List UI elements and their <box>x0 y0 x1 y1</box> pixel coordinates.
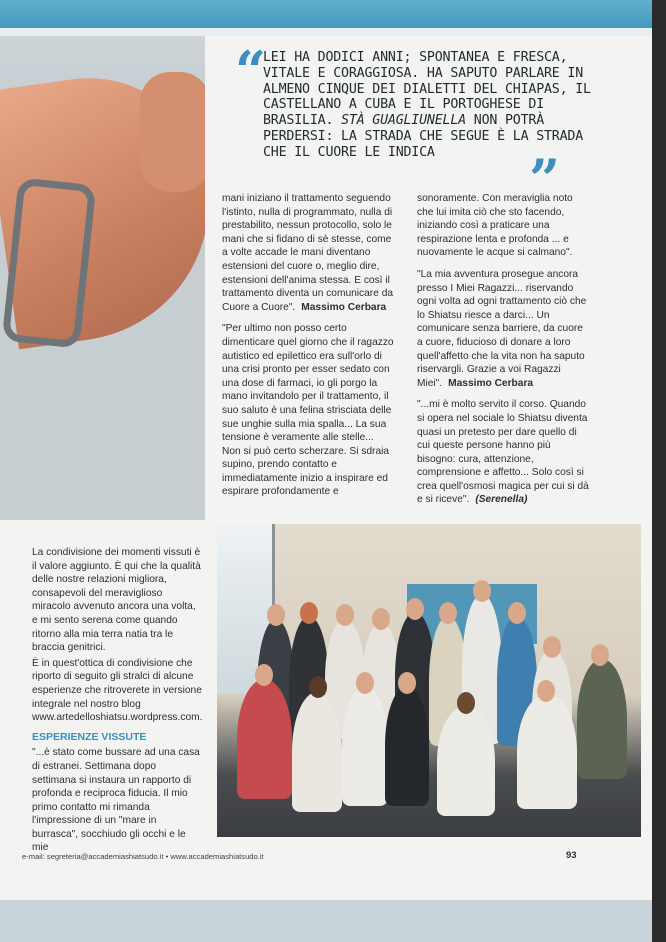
signature: (Serenella) <box>475 494 528 506</box>
paragraph: La condivisione dei momenti vissuti è il valore aggiunto. È qui che la qualità delle nostre relazioni migliora, consapevoli del meraviglioso miracolo avvenuto ancora una volta, e mi sento serena come quando ritorno alla mia terra natia tra le braccia genitrici. <box>32 547 201 654</box>
paragraph: "Per ultimo non posso certo dimenticare quel giorno che il ragazzo autistico ed epilettico era sull'orlo di una crisi pronto per esser sedato con una dose di farmaci, io gli porgo la mano invitandolo per il trattamento, il suo saluto è una felina strisciata delle sue unghie sulla mia spalla... La sua tensione è veramente alle stelle... Non si può certo scherzare. Si sdraia supino, prendo contatto e immediatamente inizio a inspirare ed espirare profondamente e <box>222 323 394 498</box>
paragraph: "...è stato come bussare ad una casa di estranei. Settimana dopo settimana si instaura un rapporto di profonda e reciproca fiducia. Il mio primo contatto mi rimanda l'impressione di un "mare in burrasca", socchiudo gli occhi e le mie <box>32 747 200 854</box>
header-band <box>0 0 652 36</box>
pull-quote-text <box>263 50 593 161</box>
footer-contacts: e-mail: segreteria@accademiashiatsudo.it • www.accademiashiatsudo.it <box>22 852 264 861</box>
paragraph: "...mi è molto servito il corso. Quando si opera nel sociale lo Shiatsu diventa quasi un pretesto per dare quello di cui queste persone hanno più bisogno: cura, attenzione, comprensione e affetto... Solo così si crea quell'osmosi magica per cui si dà e si riceve". (Serenella) <box>417 399 589 506</box>
pull-quote-italic: STÀ GUAGLIUNELLA <box>341 113 466 129</box>
arm-bracelet-photo <box>0 36 205 520</box>
pull-quote-part-1: LEI HA DODICI ANNI; SPONTANEA E FRESCA, VITALE E CORAGGIOSA. HA SAPUTO PARLARE IN ALMENO CINQUE DEI DIALETTI DEL CHIAPAS, IL CASTELLANO A CUBA E IL PORTOGHESE DI BRASILIA. <box>263 50 591 129</box>
paragraph: È in quest'ottica di condivisione che riporto di seguito gli stralci di alcune esperienze che ritroverete in versione integrale nel nostro blog www.artedelloshiatsu.wordpress.com. <box>32 657 203 724</box>
section-title: ESPERIENZE VISSUTE <box>32 730 147 743</box>
pull-quote <box>205 36 652 211</box>
page-edge <box>652 0 666 942</box>
paragraph: "La mia avventura prosegue ancora presso I Miei Ragazzi... riservando ogni volta ad ogni trattamento ciò che lo Shiatsu riesce a darci... Un comunicare senza barriere, da cuore a cuore, fiducioso di donare a loro quell'affetto che la vita non ha saputo riservargli. Grazie a voi Ragazzi Miei". Massimo Cerbara <box>417 268 587 389</box>
column-a <box>222 192 394 507</box>
paragraph: mani iniziano il trattamento seguendo l'istinto, nulla di programmato, nulla di prestabilito, nessun protocollo, solo le mani che si fidano di sè stesse, come a volte accade le mani diventano estensioni del cuore o, meglio dire, estensioni dell'anima stessa. E così il trattamento diventa un comunicare da Cuore a Cuore". Massimo Cerbara <box>222 193 394 313</box>
open-quote-icon: “ <box>235 39 267 103</box>
column-b <box>417 192 589 515</box>
close-quote-icon: ” <box>529 147 561 211</box>
group-photo <box>217 524 641 837</box>
signature: Massimo Cerbara <box>301 301 387 313</box>
pull-quote-part-2: NON POTRÀ PERDERSI: LA STRADA CHE SEGUE È LA STRADA CHE IL CUORE LE INDICA <box>263 113 584 160</box>
signature: Massimo Cerbara <box>448 377 534 389</box>
paragraph: sonoramente. Con meraviglia noto che lui imita ciò che sto facendo, iniziando così a praticare una respirazione lenta e profonda ... e nuovamente le acque si calmano". <box>417 193 573 259</box>
column-c <box>32 546 202 863</box>
page-number: 93 <box>566 850 577 861</box>
